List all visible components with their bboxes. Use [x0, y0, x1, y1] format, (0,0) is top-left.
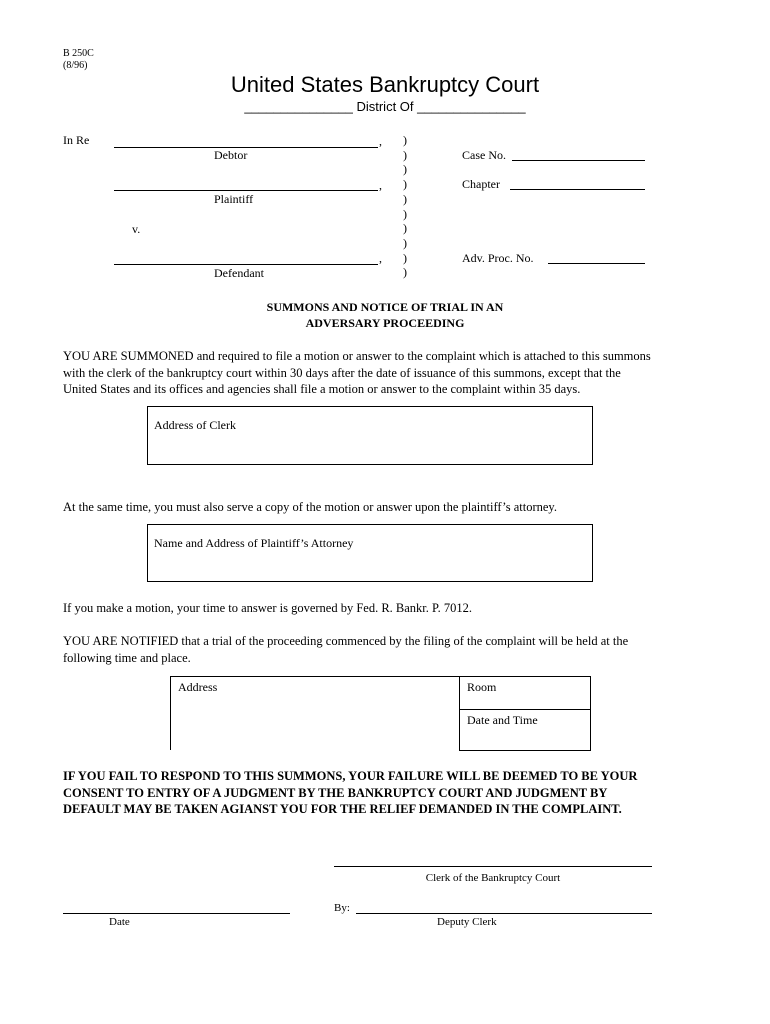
notified-line-2: following time and place.	[63, 650, 191, 665]
date-time-label: Date and Time	[467, 713, 538, 727]
adv-proc-label: Adv. Proc. No.	[462, 251, 534, 265]
chapter-label: Chapter	[462, 177, 500, 191]
heading-line-2: ADVERSARY PROCEEDING	[305, 316, 465, 330]
date-time-cell[interactable]	[459, 709, 591, 751]
address-label: Address	[178, 680, 218, 694]
address-cell[interactable]	[170, 677, 459, 750]
serve-copy-text: At the same time, you must also serve a copy of the motion or answer upon the plaintiff’s attorney.	[63, 500, 557, 514]
summoned-line-3: United States and its offices and agencies shall file a motion or answer to the complaint within 35 days.	[63, 382, 581, 396]
notified-line-1: YOU ARE NOTIFIED that a trial of the proceeding commenced by the filing of the complaint will be held at the	[63, 634, 629, 648]
plaintiff-comma: ,	[379, 178, 382, 192]
room-label: Room	[467, 680, 497, 694]
deputy-clerk-label: Deputy Clerk	[437, 916, 497, 928]
adv-proc-line[interactable]	[548, 263, 645, 264]
defendant-comma: ,	[379, 251, 382, 265]
district-blank-right[interactable]: _______________	[417, 99, 526, 114]
warning-line-1: IF YOU FAIL TO RESPOND TO THIS SUMMONS, YOUR FAILURE WILL BE DEEMED TO BE YOUR	[63, 769, 638, 783]
form-code: B 250C	[63, 48, 94, 59]
notified-paragraph	[63, 633, 723, 666]
room-cell[interactable]	[459, 676, 591, 710]
debtor-label: Debtor	[214, 148, 248, 162]
summoned-line-1: YOU ARE SUMMONED and required to file a motion or answer to the complaint which is attached to this summons	[63, 349, 651, 363]
district-line	[0, 99, 770, 114]
caption-parentheses: ) ) ) ) ) ) ) ) ) )	[403, 133, 407, 280]
chapter-line[interactable]	[510, 189, 645, 190]
case-no-line[interactable]	[512, 160, 645, 161]
plaintiff-label: Plaintiff	[214, 192, 254, 206]
clerk-address-label: Address of Clerk	[154, 418, 236, 432]
date-label: Date	[109, 916, 130, 928]
deputy-signature-line[interactable]	[356, 913, 652, 914]
debtor-comma: ,	[379, 134, 382, 148]
defendant-name-line[interactable]	[114, 264, 378, 265]
warning-line-3: DEFAULT MAY BE TAKEN AGIANST YOU FOR THE RELIEF DEMANDED IN THE COMPLAINT.	[63, 802, 622, 816]
case-no-label: Case No.	[462, 148, 506, 162]
motion-rule-text: If you make a motion, your time to answer is governed by Fed. R. Bankr. P. 7012.	[63, 601, 472, 615]
attorney-address-label: Name and Address of Plaintiff’s Attorney	[154, 536, 354, 550]
warning-line-2: CONSENT TO ENTRY OF A JUDGMENT BY THE BANKRUPTCY COURT AND JUDGMENT BY	[63, 785, 608, 800]
attorney-address-box[interactable]	[147, 524, 593, 582]
court-title: United States Bankruptcy Court	[230, 72, 540, 97]
summoned-paragraph	[63, 348, 723, 398]
district-label: District Of	[356, 99, 414, 114]
summoned-line-2: with the clerk of the bankruptcy court within 30 days after the date of issuance of this summons, except that the	[63, 365, 621, 380]
by-label: By:	[334, 902, 350, 914]
in-re-label: In Re	[63, 133, 90, 147]
heading-line-1: SUMMONS AND NOTICE OF TRIAL IN AN	[266, 300, 504, 314]
warning-paragraph	[63, 768, 743, 818]
clerk-address-box[interactable]	[147, 406, 593, 465]
clerk-signature-line[interactable]	[334, 866, 652, 867]
versus-label: v.	[132, 222, 141, 236]
district-blank-left[interactable]: _______________	[244, 99, 353, 114]
defendant-label: Defendant	[214, 266, 264, 280]
clerk-signature-label: Clerk of the Bankruptcy Court	[425, 872, 561, 884]
date-signature-line[interactable]	[63, 913, 290, 914]
form-revision: (8/96)	[63, 60, 88, 71]
plaintiff-name-line[interactable]	[114, 190, 378, 191]
